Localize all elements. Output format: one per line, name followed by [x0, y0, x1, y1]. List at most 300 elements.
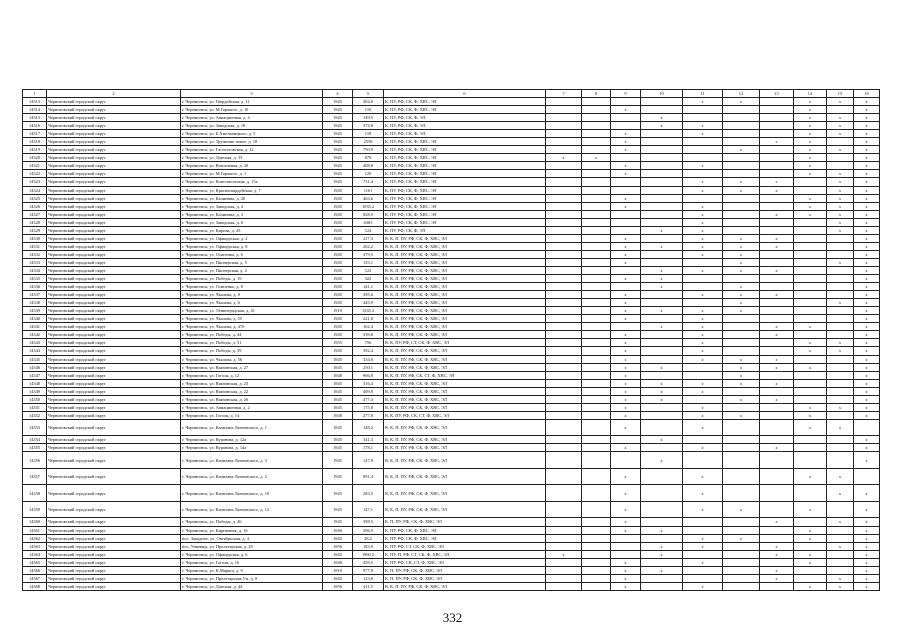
mark-cell-col-16: x	[854, 283, 880, 291]
mark-cell-col-9: x	[611, 526, 641, 534]
mark-cell-col-9: x	[611, 339, 641, 347]
area-cell: 1035,2	[353, 202, 384, 210]
mark-cell-col-13	[760, 218, 794, 226]
row-number: 14361	[23, 526, 47, 534]
mark-cell-col-8	[582, 550, 611, 558]
mark-cell-col-16: x	[854, 218, 880, 226]
area-cell: 162,4	[353, 323, 384, 331]
mark-cell-col-7	[546, 339, 582, 347]
mark-cell-col-12	[723, 403, 760, 411]
services-cell: В, К, П, ПУ, РФ, СК, Ф, ХВС, ЭЛ	[384, 355, 546, 363]
mark-cell-col-7	[546, 558, 582, 566]
row-number: 14359	[23, 501, 47, 518]
services-cell: К, П, ПУ, РФ, СК, Ф, ХВС, ЭЛ	[384, 566, 546, 574]
mark-cell-col-8	[582, 114, 611, 122]
services-cell: К, ПУ, РФ, СК, Ф, ХВС, ЭЛ	[384, 210, 546, 218]
area-cell: 183,9	[353, 542, 384, 550]
district-cell: Черниговский городской округ	[47, 355, 181, 363]
area-cell: 148,2	[353, 419, 384, 436]
address-cell: г. Черниговск, ул. Чкалова, д. 6	[181, 299, 323, 307]
table-row	[23, 550, 880, 558]
mark-cell-col-13	[760, 501, 794, 518]
mark-cell-col-8	[582, 138, 611, 146]
mark-cell-col-13: x	[760, 363, 794, 371]
address-cell: г. Черниговск, ул. Чкалова, д. 56	[181, 355, 323, 363]
mark-cell-col-13: x	[760, 242, 794, 250]
mark-cell-col-14	[794, 266, 827, 274]
table-row	[23, 526, 880, 534]
services-cell: К, ПУ, РФ, СТ, СК, Ф, ХВС, ЭЛ	[384, 542, 546, 550]
mark-cell-col-7	[546, 411, 582, 419]
year-cell: 1956	[323, 582, 353, 590]
row-number: 14319	[23, 146, 47, 154]
mark-cell-col-14	[794, 250, 827, 258]
mark-cell-col-13: x	[760, 323, 794, 331]
address-cell: г. Черниговск, ул. Донская, д. 44	[181, 582, 323, 590]
row-number: 14363	[23, 542, 47, 550]
column-header-15: 15	[827, 90, 854, 98]
mark-cell-col-16: x	[854, 178, 880, 186]
district-cell: Черниговский городской округ	[47, 234, 181, 242]
area-cell: 790,9	[353, 146, 384, 154]
table-row	[23, 542, 880, 550]
mark-cell-col-12	[723, 566, 760, 574]
mark-cell-col-12	[723, 331, 760, 339]
area-cell: 828,9	[353, 210, 384, 218]
services-cell: К, ПУ, РФ, СК, Ф, ХВС, ЭЛ	[384, 218, 546, 226]
mark-cell-col-12	[723, 387, 760, 395]
mark-cell-col-8	[582, 566, 611, 574]
services-cell: В, К, П, ПУ, РФ, СК, Ф, ХВС, ЭЛ	[384, 234, 546, 242]
mark-cell-col-10: x	[641, 122, 683, 130]
mark-cell-col-11: x	[683, 210, 723, 218]
mark-cell-col-14	[794, 258, 827, 266]
row-number: 14357	[23, 468, 47, 485]
services-cell: В, К, П, ПУ, РФ, СК, Ф, ХВС, ЭЛ	[384, 331, 546, 339]
mark-cell-col-15	[827, 162, 854, 170]
table-row	[23, 534, 880, 542]
mark-cell-col-12	[723, 154, 760, 162]
mark-cell-col-10	[641, 419, 683, 436]
address-cell: г. Черниговск, ул. Победы, д. 39	[181, 347, 323, 355]
mark-cell-col-13	[760, 339, 794, 347]
mark-cell-col-16: x	[854, 550, 880, 558]
mark-cell-col-16: x	[854, 339, 880, 347]
year-cell: 1910	[323, 566, 353, 574]
mark-cell-col-16: x	[854, 210, 880, 218]
row-number: 14316	[23, 122, 47, 130]
table-row	[23, 403, 880, 411]
column-header-6: 6	[384, 90, 546, 98]
table-row	[23, 194, 880, 202]
mark-cell-col-13: x	[760, 291, 794, 299]
mark-cell-col-14	[794, 566, 827, 574]
mark-cell-col-7	[546, 518, 582, 526]
mark-cell-col-12	[723, 444, 760, 452]
district-cell: Черниговский городской округ	[47, 266, 181, 274]
address-cell: г. Черниговск, ул. Пионерская, д. 2	[181, 266, 323, 274]
mark-cell-col-10: x	[641, 436, 683, 444]
mark-cell-col-14: x	[794, 98, 827, 106]
mark-cell-col-9: x	[611, 234, 641, 242]
row-number: 14331	[23, 242, 47, 250]
address-cell: г. Черниговск, ул. Офицерская, д. 6	[181, 550, 323, 558]
mark-cell-col-7	[546, 566, 582, 574]
mark-cell-col-9: x	[611, 379, 641, 387]
area-cell: 155,1	[353, 258, 384, 266]
mark-cell-col-16: x	[854, 452, 880, 469]
services-cell: К, ПУ, РФ, СК, Ф, ХВС, ЭЛ	[384, 162, 546, 170]
mark-cell-col-13: x	[760, 550, 794, 558]
mark-cell-col-9: x	[611, 170, 641, 178]
district-cell: Черниговский городской округ	[47, 339, 181, 347]
district-cell: Черниговский городской округ	[47, 419, 181, 436]
mark-cell-col-14	[794, 444, 827, 452]
mark-cell-col-15	[827, 387, 854, 395]
area-cell: 334,6	[353, 355, 384, 363]
column-header-16: 16	[854, 90, 880, 98]
mark-cell-col-7	[546, 526, 582, 534]
mark-cell-col-9: x	[611, 299, 641, 307]
mark-cell-col-10	[641, 299, 683, 307]
services-cell: В, К, П, ПУ, РФ, СК, Ф, ХВС, ЭЛ	[384, 291, 546, 299]
services-cell: В, К, П, ПУ, РФ, СК, Ф, ХВС, ЭЛ	[384, 582, 546, 590]
year-cell: 1945	[323, 387, 353, 395]
mark-cell-col-12	[723, 202, 760, 210]
district-cell: Черниговский городской округ	[47, 218, 181, 226]
mark-cell-col-13: x	[760, 138, 794, 146]
table-row	[23, 331, 880, 339]
year-cell: 1945	[323, 275, 353, 283]
mark-cell-col-11: x	[683, 242, 723, 250]
mark-cell-col-9	[611, 266, 641, 274]
mark-cell-col-11: x	[683, 218, 723, 226]
year-cell: 1945	[323, 436, 353, 444]
row-number: 14326	[23, 202, 47, 210]
year-cell: 1945	[323, 574, 353, 582]
mark-cell-col-9	[611, 122, 641, 130]
mark-cell-col-11: x	[683, 98, 723, 106]
mark-cell-col-14: x	[794, 582, 827, 590]
mark-cell-col-9: x	[611, 242, 641, 250]
row-number: 14337	[23, 291, 47, 299]
year-cell: 1945	[323, 395, 353, 403]
row-number: 14344	[23, 347, 47, 355]
mark-cell-col-12	[723, 170, 760, 178]
year-cell: 1948	[323, 411, 353, 419]
row-number: 14335	[23, 275, 47, 283]
mark-cell-col-9: x	[611, 468, 641, 485]
mark-cell-col-14: x	[794, 162, 827, 170]
mark-cell-col-10	[641, 234, 683, 242]
year-cell: 1945	[323, 299, 353, 307]
mark-cell-col-14	[794, 283, 827, 291]
mark-cell-col-8	[582, 339, 611, 347]
table-row	[23, 162, 880, 170]
mark-cell-col-13	[760, 146, 794, 154]
area-cell: 120	[353, 170, 384, 178]
mark-cell-col-8	[582, 106, 611, 114]
table-row	[23, 436, 880, 444]
mark-cell-col-15: x	[827, 170, 854, 178]
year-cell: 1945	[323, 202, 353, 210]
year-cell: 1945	[323, 347, 353, 355]
area-cell: 141,1	[353, 283, 384, 291]
year-cell: 1945	[323, 130, 353, 138]
district-cell: Черниговский городской округ	[47, 363, 181, 371]
mark-cell-col-9	[611, 436, 641, 444]
mark-cell-col-8	[582, 526, 611, 534]
mark-cell-col-9: x	[611, 485, 641, 502]
table-row	[23, 170, 880, 178]
district-cell: Черниговский городской округ	[47, 146, 181, 154]
column-header-9: 9	[611, 90, 641, 98]
mark-cell-col-13	[760, 154, 794, 162]
mark-cell-col-8	[582, 258, 611, 266]
mark-cell-col-11: x	[683, 250, 723, 258]
mark-cell-col-15: x	[827, 299, 854, 307]
mark-cell-col-11	[683, 114, 723, 122]
mark-cell-col-9: x	[611, 347, 641, 355]
mark-cell-col-14: x	[794, 468, 827, 485]
row-number: 14355	[23, 444, 47, 452]
mark-cell-col-16: x	[854, 234, 880, 242]
services-cell: В, К, П, ПУ, РФ, СК, Ф, ХВС, ЭЛ	[384, 323, 546, 331]
address-cell: г. Черниговск, ул. Вакзинская, д. 26	[181, 395, 323, 403]
row-number: 14345	[23, 355, 47, 363]
area-cell: 1161	[353, 186, 384, 194]
mark-cell-col-16: x	[854, 558, 880, 566]
mark-cell-col-16: x	[854, 226, 880, 234]
year-cell: 1945	[323, 226, 353, 234]
year-cell: 1945	[323, 234, 353, 242]
area-cell: 408,8	[353, 162, 384, 170]
area-cell: 221,8	[353, 315, 384, 323]
mark-cell-col-15: x	[827, 178, 854, 186]
address-cell: г. Черниговск, ул. Куранова, д. 14а	[181, 444, 323, 452]
district-cell: Черниговский городской округ	[47, 347, 181, 355]
services-cell: К, ПУ, РФ, СК, Ф, ХВС, ЭЛ	[384, 534, 546, 542]
mark-cell-col-12	[723, 542, 760, 550]
address-cell: г. Черниговск, ул. Комсомольская, д. 15а	[181, 178, 323, 186]
table-row	[23, 452, 880, 469]
mark-cell-col-8	[582, 485, 611, 502]
table-row	[23, 98, 880, 106]
mark-cell-col-7	[546, 468, 582, 485]
row-number: 14314	[23, 106, 47, 114]
year-cell: 1945	[323, 550, 353, 558]
year-cell: 1945	[323, 242, 353, 250]
mark-cell-col-15: x	[827, 218, 854, 226]
row-number: 14367	[23, 574, 47, 582]
mark-cell-col-9	[611, 452, 641, 469]
mark-cell-col-13: x	[760, 266, 794, 274]
table-row	[23, 114, 880, 122]
mark-cell-col-16	[854, 468, 880, 485]
mark-cell-col-7	[546, 452, 582, 469]
mark-cell-col-10	[641, 138, 683, 146]
mark-cell-col-9: x	[611, 403, 641, 411]
table-row	[23, 315, 880, 323]
district-cell: Черниговский городской округ	[47, 323, 181, 331]
mark-cell-col-7	[546, 98, 582, 106]
mark-cell-col-12: x	[723, 379, 760, 387]
mark-cell-col-12: x	[723, 307, 760, 315]
services-cell: В, К, П, ПУ, РФ, СК, Ф, ХВС, ЭЛ	[384, 501, 546, 518]
mark-cell-col-14: x	[794, 501, 827, 518]
mark-cell-col-12: x	[723, 534, 760, 542]
services-cell: В, К, П, ПУ, РФ, СК, Ф, ХВС, ЭЛ	[384, 315, 546, 323]
mark-cell-col-15	[827, 379, 854, 387]
mark-cell-col-9	[611, 98, 641, 106]
mark-cell-col-14: x	[794, 323, 827, 331]
area-cell: 2558	[353, 138, 384, 146]
mark-cell-col-10	[641, 534, 683, 542]
mark-cell-col-16: x	[854, 275, 880, 283]
mark-cell-col-13	[760, 315, 794, 323]
year-cell: 1945	[323, 258, 353, 266]
mark-cell-col-9: x	[611, 387, 641, 395]
address-cell: г. Черниговск, ул. Гастелловская, д. 12	[181, 146, 323, 154]
mark-cell-col-16: x	[854, 582, 880, 590]
column-header-3: 3	[181, 90, 323, 98]
mark-cell-col-8	[582, 574, 611, 582]
mark-cell-col-7	[546, 299, 582, 307]
mark-cell-col-13	[760, 582, 794, 590]
mark-cell-col-16: x	[854, 403, 880, 411]
mark-cell-col-8	[582, 234, 611, 242]
mark-cell-col-13	[760, 558, 794, 566]
address-cell: г. Черниговск, ул. Победы, д. 51	[181, 339, 323, 347]
mark-cell-col-9	[611, 534, 641, 542]
mark-cell-col-16: x	[854, 355, 880, 363]
address-cell: г. Черниговск, ул. Капитана Ляпчевского, д. 1	[181, 419, 323, 436]
year-cell: 1945	[323, 283, 353, 291]
district-cell: Черниговский городской округ	[47, 130, 181, 138]
district-cell: Черниговский городской округ	[47, 122, 181, 130]
column-header-7: 7	[546, 90, 582, 98]
mark-cell-col-11: x	[683, 162, 723, 170]
mark-cell-col-13: x	[760, 444, 794, 452]
mark-cell-col-10: x	[641, 226, 683, 234]
mark-cell-col-13	[760, 202, 794, 210]
mark-cell-col-11: x	[683, 501, 723, 518]
mark-cell-col-15	[827, 355, 854, 363]
address-cell: г. Черниговск, ул. Гоголя, д. 12	[181, 371, 323, 379]
row-number: 14323	[23, 178, 47, 186]
district-cell: Черниговский городской округ	[47, 226, 181, 234]
mark-cell-col-7	[546, 363, 582, 371]
services-cell: К, ПУ, РФ, СК, Ф, ЭЛ	[384, 114, 546, 122]
mark-cell-col-13	[760, 436, 794, 444]
area-cell: 123,8	[353, 574, 384, 582]
table-row	[23, 146, 880, 154]
mark-cell-col-10	[641, 202, 683, 210]
area-cell: 147,1	[353, 501, 384, 518]
mark-cell-col-8	[582, 299, 611, 307]
mark-cell-col-10	[641, 315, 683, 323]
district-cell: Черниговский городской округ	[47, 485, 181, 502]
mark-cell-col-7	[546, 395, 582, 403]
mark-cell-col-10	[641, 403, 683, 411]
area-cell: 6365	[353, 218, 384, 226]
mark-cell-col-10	[641, 355, 683, 363]
row-number: 14364	[23, 550, 47, 558]
mark-cell-col-14	[794, 574, 827, 582]
mark-cell-col-14	[794, 242, 827, 250]
mark-cell-col-13	[760, 403, 794, 411]
mark-cell-col-8	[582, 371, 611, 379]
mark-cell-col-7	[546, 436, 582, 444]
mark-cell-col-14: x	[794, 170, 827, 178]
address-cell: г. Черниговск, ул. Пионерская, д. 5	[181, 258, 323, 266]
mark-cell-col-12: x	[723, 234, 760, 242]
mark-cell-col-16: x	[854, 122, 880, 130]
mark-cell-col-15	[827, 411, 854, 419]
mark-cell-col-11	[683, 275, 723, 283]
services-cell: В, К, П, ПУ, РФ, СК, Ф, ХВС, ЭЛ	[384, 387, 546, 395]
mark-cell-col-15	[827, 234, 854, 242]
year-cell: 1945	[323, 266, 353, 274]
mark-cell-col-14: x	[794, 210, 827, 218]
year-cell: 1948	[323, 371, 353, 379]
services-cell: В, К, П, ПУ, РФ, СК, Ф, ХВС, ЭЛ	[384, 347, 546, 355]
mark-cell-col-8	[582, 582, 611, 590]
area-cell: 262,2	[353, 242, 384, 250]
mark-cell-col-8	[582, 194, 611, 202]
mark-cell-col-12: x	[723, 363, 760, 371]
address-cell: г. Черниговск, ул. Ленинградская, д. 41	[181, 307, 323, 315]
area-cell: 459,5	[353, 558, 384, 566]
row-number: 14347	[23, 371, 47, 379]
year-cell: 1945	[323, 468, 353, 485]
mark-cell-col-7	[546, 501, 582, 518]
year-cell: 1945	[323, 98, 353, 106]
row-number: 14350	[23, 395, 47, 403]
area-cell: 122	[353, 266, 384, 274]
address-cell: г. Черниговск, ул. Гоголя, д. 14	[181, 411, 323, 419]
mark-cell-col-12	[723, 468, 760, 485]
table-row	[23, 444, 880, 452]
district-cell: Черниговский городской округ	[47, 403, 181, 411]
district-cell: Черниговский городской округ	[47, 154, 181, 162]
row-number: 14352	[23, 411, 47, 419]
area-cell: 175,8	[353, 403, 384, 411]
year-cell: 1945	[323, 170, 353, 178]
mark-cell-col-11: x	[683, 468, 723, 485]
mark-cell-col-10	[641, 468, 683, 485]
mark-cell-col-9	[611, 283, 641, 291]
mark-cell-col-13: x	[760, 331, 794, 339]
mark-cell-col-7	[546, 275, 582, 283]
services-cell: В, К, П, ПУ, РФ, СК, Ф, ХВС, ЭЛ	[384, 403, 546, 411]
mark-cell-col-7	[546, 218, 582, 226]
address-cell: г. Черниговск, ул. Осипенко, д. 8	[181, 283, 323, 291]
mark-cell-col-11: x	[683, 234, 723, 242]
mark-cell-col-9: x	[611, 574, 641, 582]
mark-cell-col-9: x	[611, 291, 641, 299]
mark-cell-col-14: x	[794, 202, 827, 210]
services-cell: К, ПУ, РФ, СК, Ф, ХВС, ЭЛ	[384, 138, 546, 146]
mark-cell-col-13	[760, 411, 794, 419]
area-cell: 147,9	[353, 452, 384, 469]
mark-cell-col-15	[827, 526, 854, 534]
area-cell: 149,5	[353, 114, 384, 122]
mark-cell-col-14: x	[794, 339, 827, 347]
mark-cell-col-8	[582, 403, 611, 411]
area-cell: 891,4	[353, 468, 384, 485]
district-cell: Черниговский городской округ	[47, 566, 181, 574]
